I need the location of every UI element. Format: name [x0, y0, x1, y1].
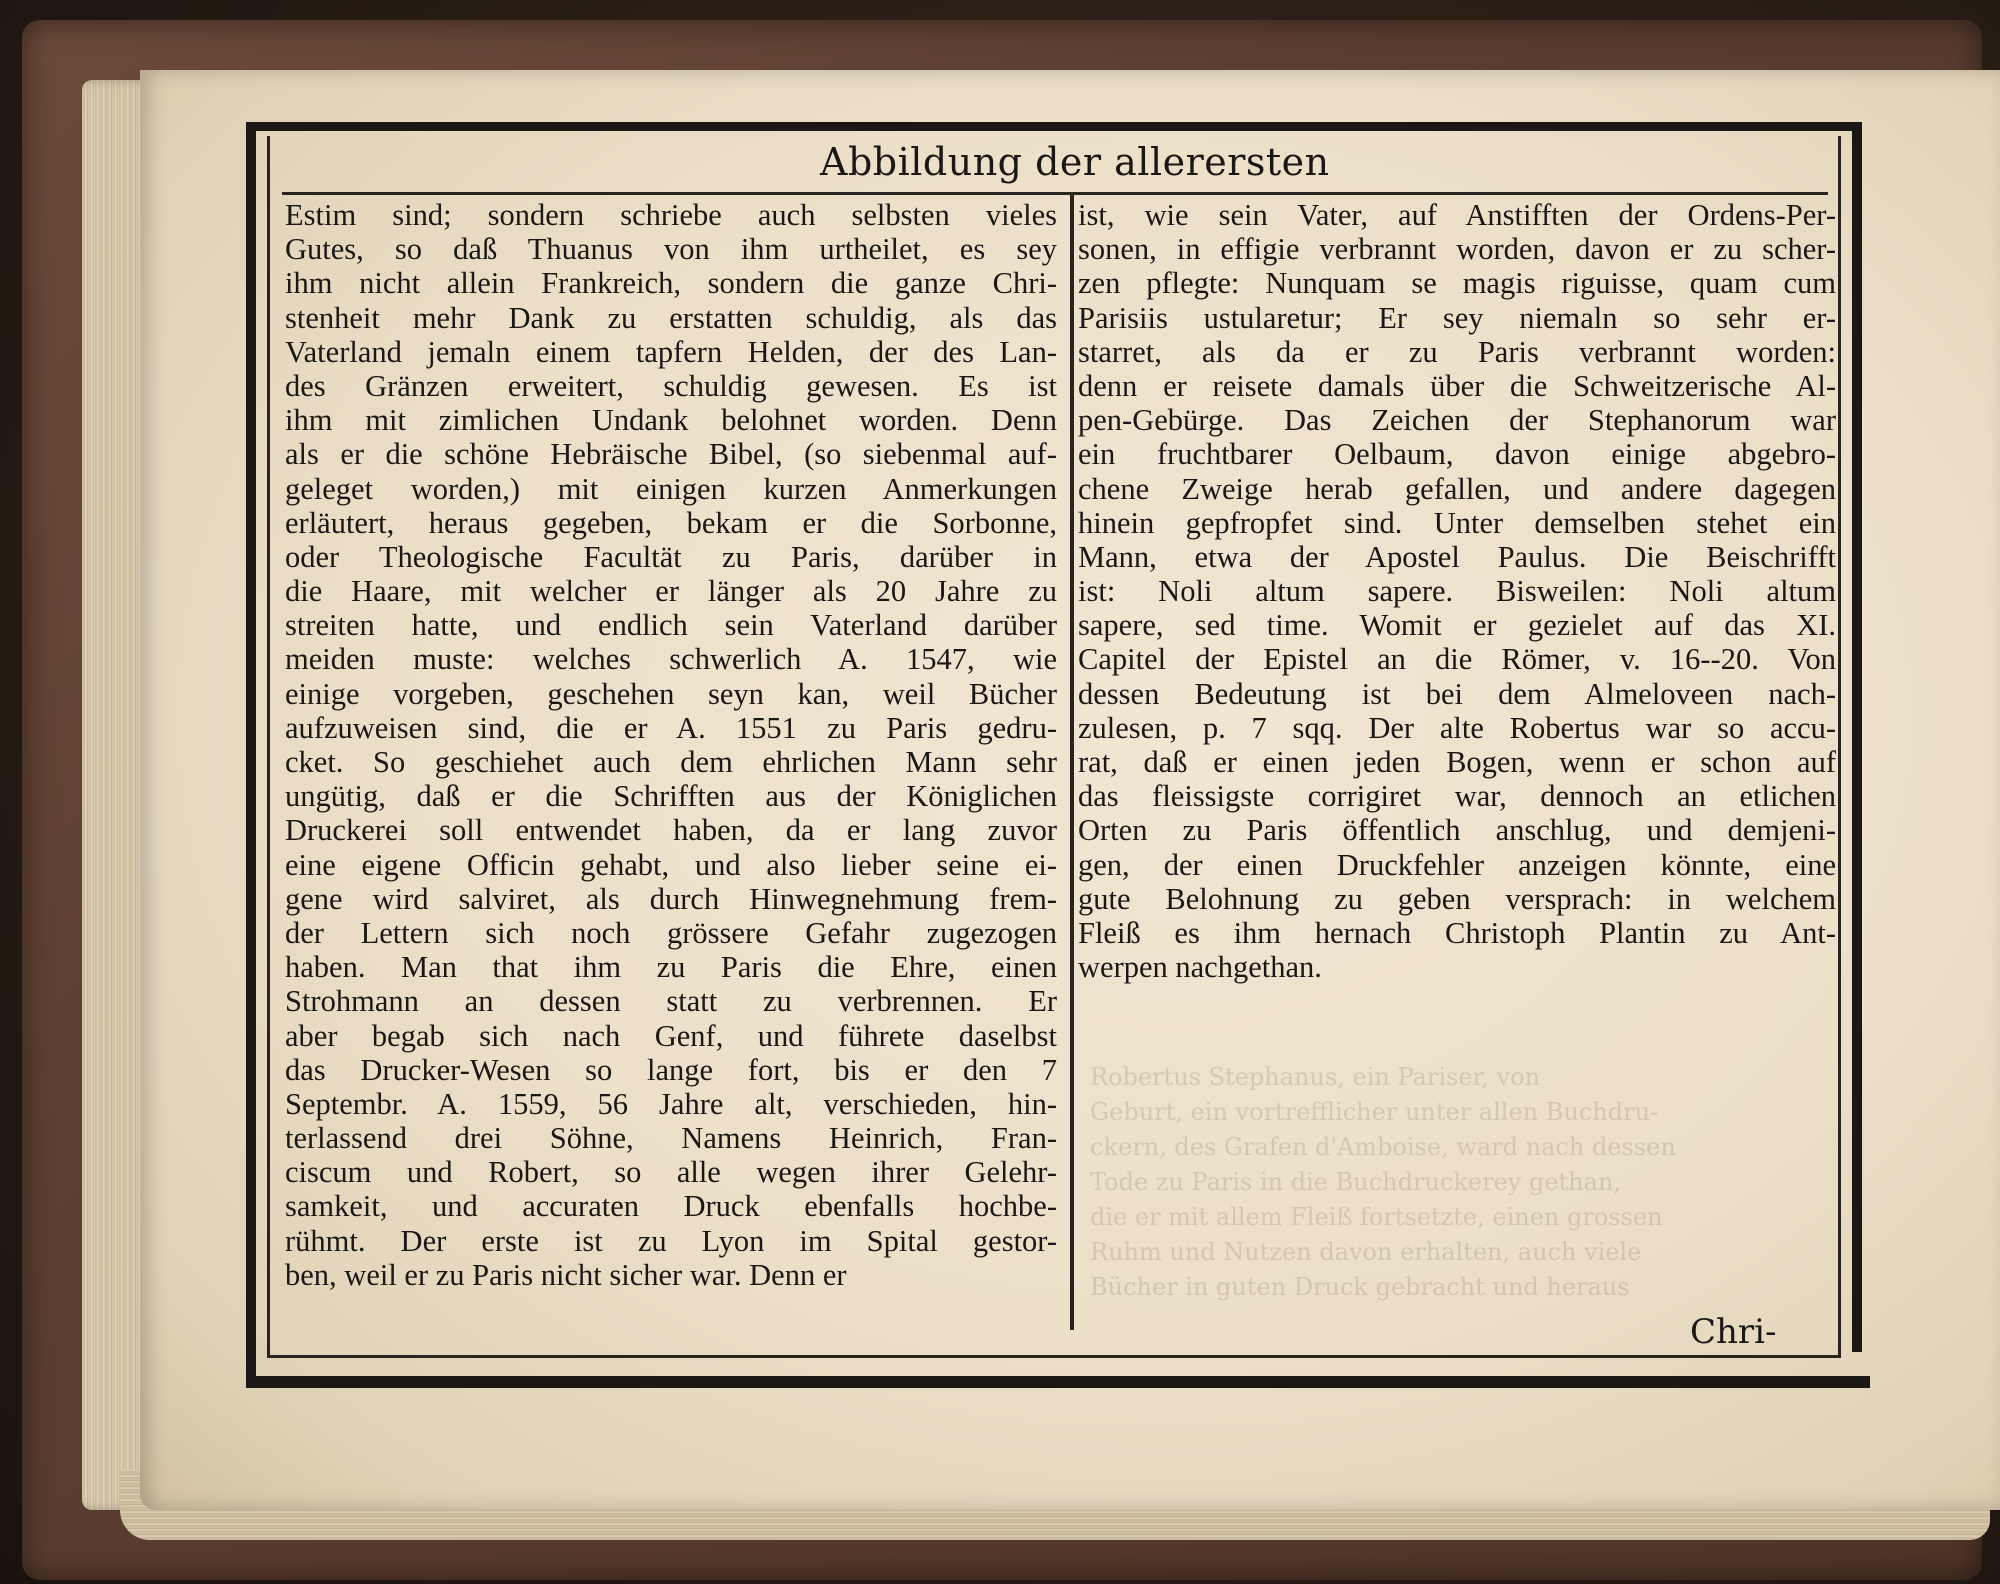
text-line: dessen Bedeutung ist bei dem Almeloveen nach- — [1078, 676, 1836, 711]
text-line: chene Zweige herab gefallen, und andere dagegen — [1078, 471, 1836, 506]
text-line: die Haare, mit welcher er länger als 20 Jahre zu — [285, 574, 1057, 609]
text-line: Mann, etwa der Apostel Paulus. Die Beischrifft — [1078, 539, 1836, 574]
text-line: hinein gepfropfet sind. Unter demselben stehet ein — [1078, 505, 1836, 540]
text-line: eine eigene Officin gehabt, und also lieber seine ei- — [285, 847, 1057, 882]
text-line: ist: Noli altum sapere. Bisweilen: Noli altum — [1078, 574, 1836, 609]
text-line: cket. So geschiehet auch dem ehrlichen Mann sehr — [285, 745, 1057, 779]
text-line: einige vorgeben, geschehen seyn kan, weil Bücher — [285, 676, 1057, 711]
text-line: ciscum und Robert, so alle wegen ihrer Gelehr- — [285, 1155, 1057, 1190]
text-line: Orten zu Paris öffentlich anschlug, und demjeni- — [1078, 813, 1836, 848]
text-line: erläutert, heraus gegeben, bekam er die Sorbonne, — [285, 505, 1057, 540]
left-text-column — [285, 198, 1057, 1292]
text-line: aber begab sich nach Genf, und führete daselbst — [285, 1018, 1057, 1053]
text-line: ihm nicht allein Frankreich, sondern die ganze Chri- — [285, 266, 1057, 301]
text-line: oder Theologische Facultät zu Paris, darüber in — [285, 539, 1057, 574]
column-divider-rule — [1070, 195, 1074, 1330]
catchword: Chri- — [1690, 1312, 1777, 1352]
text-line: stenheit mehr Dank zu erstatten schuldig, als das — [285, 300, 1057, 335]
text-line: ungütig, daß er die Schrifften aus der Königlichen — [285, 779, 1057, 814]
show-through-text: Robertus Stephanus, ein Pariser, von Geburt, ein vortrefflicher unter allen Buchdru- ckern, des Grafen d'Amboise, ward nach dessen Tode zu Paris in die Buchdruckerey gethan, die er mit allem Fleiß fortsetzte, einen grossen Ruhm und Nutzen davon erhalten, auch viele Bücher in guten Druck gebracht und heraus — [1090, 1063, 1676, 1301]
text-line: haben. Man that ihm zu Paris die Ehre, einen — [285, 950, 1057, 985]
text-line: pen-Gebürge. Das Zeichen der Stephanorum war — [1078, 403, 1836, 438]
text-line: Fleiß es ihm hernach Christoph Plantin zu Ant- — [1078, 915, 1836, 950]
text-line: Druckerei soll entwendet haben, da er lang zuvor — [285, 813, 1057, 848]
inner-rule-right — [1838, 136, 1841, 1358]
text-line: gen, der einen Druckfehler anzeigen könnte, eine — [1078, 847, 1836, 882]
text-line: sapere, sed time. Womit er gezielet auf das XI. — [1078, 608, 1836, 643]
text-line: aufzuweisen sind, die er A. 1551 zu Paris gedru- — [285, 710, 1057, 745]
text-line: Vaterland jemaln einem tapfern Helden, der des Lan- — [285, 334, 1057, 369]
text-line: geleget worden,) mit einigen kurzen Anmerkungen — [285, 471, 1057, 506]
text-line: terlassend drei Söhne, Namens Heinrich, Fran- — [285, 1121, 1057, 1156]
text-line: Septembr. A. 1559, 56 Jahre alt, verschieden, hin- — [285, 1086, 1057, 1121]
text-line: rat, daß er einen jeden Bogen, wenn er schon auf — [1078, 745, 1836, 779]
text-line: gute Belohnung zu geben versprach: in welchem — [1078, 881, 1836, 916]
frame-border-bottom — [248, 1376, 1870, 1388]
text-line: zen pflegte: Nunquam se magis riguisse, quam cum — [1078, 266, 1836, 301]
text-line: des Gränzen erweitert, schuldig gewesen. Es ist — [285, 368, 1057, 403]
text-line: Gutes, so daß Thuanus von ihm urtheilet, es sey — [285, 232, 1057, 267]
inner-rule-bottom — [267, 1355, 1841, 1358]
text-line: sonen, in effigie verbrannt worden, davon er zu scher- — [1078, 232, 1836, 267]
running-head: Abbildung der allerersten — [820, 140, 1330, 184]
frame-border-right — [1852, 122, 1862, 1352]
text-line: ben, weil er zu Paris nicht sicher war. Denn er — [285, 1257, 847, 1292]
header-rule — [282, 192, 1828, 195]
text-line: ist, wie sein Vater, auf Anstifften der Ordens-Per- — [1078, 198, 1836, 232]
text-line: das Drucker-Wesen so lange fort, bis er den 7 — [285, 1052, 1057, 1087]
frame-border-top — [250, 122, 1862, 131]
text-line: als er die schöne Hebräische Bibel, (so siebenmal auf- — [285, 437, 1057, 472]
text-line: rühmt. Der erste ist zu Lyon im Spital gestor- — [285, 1223, 1057, 1258]
text-line: samkeit, und accuraten Druck ebenfalls hochbe- — [285, 1189, 1057, 1224]
text-line: meiden muste: welches schwerlich A. 1547, wie — [285, 642, 1057, 677]
text-line: das fleissigste corrigiret war, dennoch an etlichen — [1078, 779, 1836, 814]
text-line: streiten hatte, und endlich sein Vaterland darüber — [285, 608, 1057, 643]
text-line: ihm mit zimlichen Undank belohnet worden. Denn — [285, 403, 1057, 438]
text-line: zulesen, p. 7 sqq. Der alte Robertus war so accu- — [1078, 710, 1836, 745]
inner-rule-left — [267, 136, 270, 1358]
text-line: denn er reisete damals über die Schweitzerische Al- — [1078, 368, 1836, 403]
text-line: Strohmann an dessen statt zu verbrennen. Er — [285, 984, 1057, 1019]
right-text-column — [1078, 198, 1836, 984]
text-line: Parisiis ustularetur; Er sey niemaln so sehr er- — [1078, 300, 1836, 335]
text-line: werpen nachgethan. — [1078, 950, 1322, 985]
text-line: Estim sind; sondern schriebe auch selbsten vieles — [285, 198, 1057, 232]
text-line: der Lettern sich noch grössere Gefahr zugezogen — [285, 915, 1057, 950]
frame-border-left — [246, 122, 256, 1388]
text-line: starret, als da er zu Paris verbrannt worden: — [1078, 334, 1836, 369]
text-line: ein fruchtbarer Oelbaum, davon einige abgebro- — [1078, 437, 1836, 472]
text-line: Capitel der Epistel an die Römer, v. 16--20. Von — [1078, 642, 1836, 677]
text-line: gene wird salviret, als durch Hinwegnehmung frem- — [285, 881, 1057, 916]
